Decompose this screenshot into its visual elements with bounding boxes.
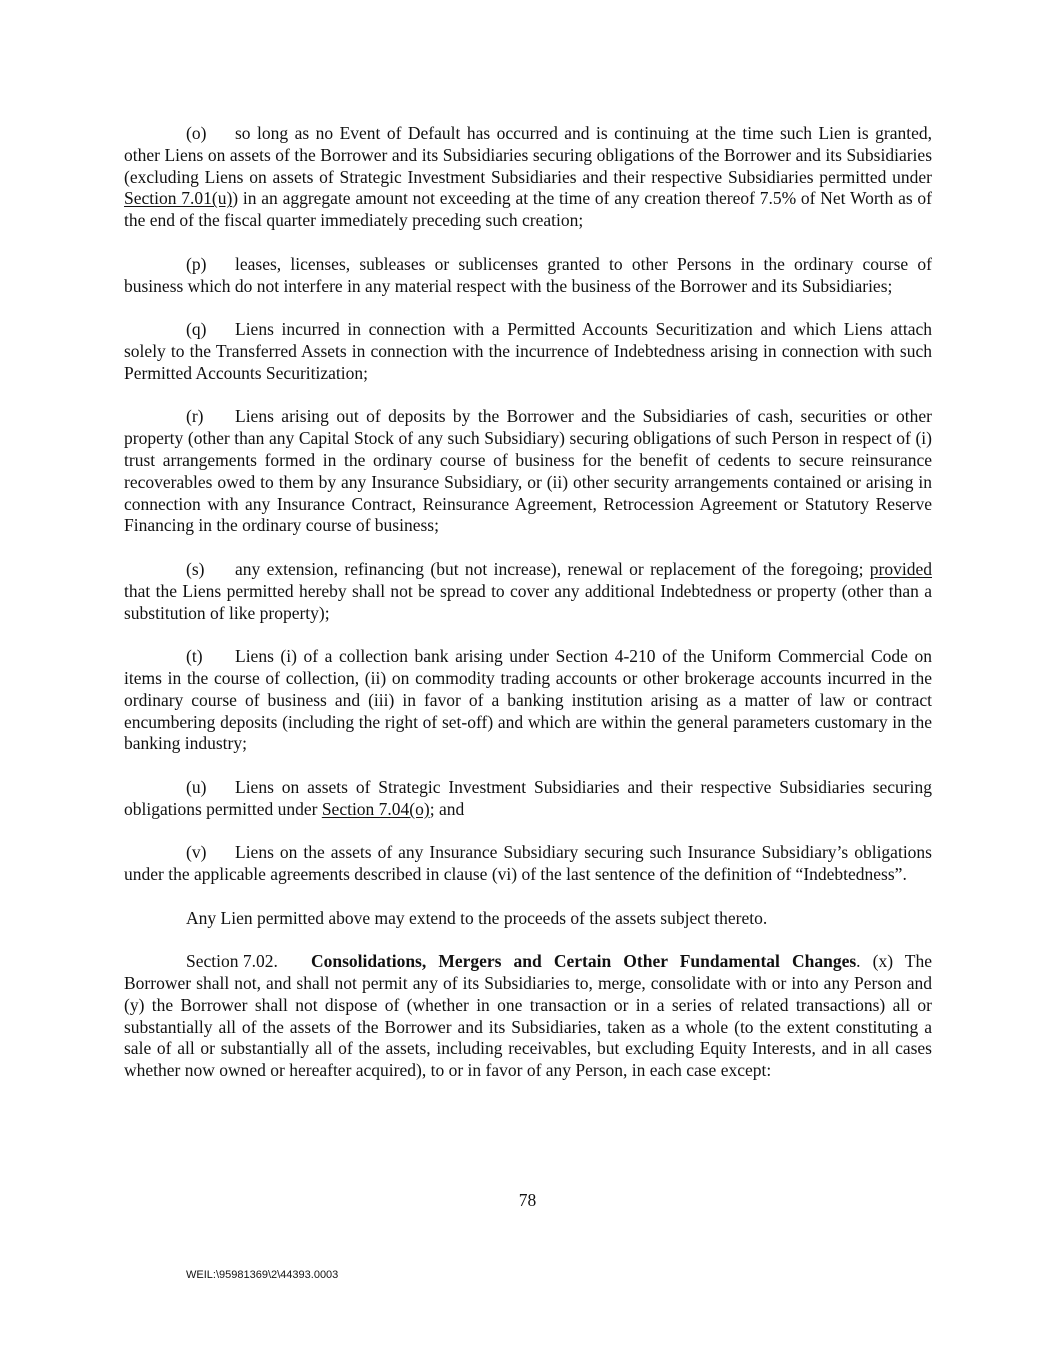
- clause-q: [124, 319, 932, 384]
- clause-text: Liens incurred in connection with a Permitted Accounts Securitization and which Liens attach solely to the Transferred Assets in connection with the incurrence of Indebtedness arising in connection with such Permitted Accounts Securitization;: [124, 319, 932, 383]
- clause-u: [124, 777, 932, 821]
- section-heading: Consolidations, Mergers and Certain Other Fundamental Changes: [311, 951, 857, 972]
- section-number: Section 7.02.: [186, 951, 278, 972]
- clause-text: Liens (i) of a collection bank arising under Section 4-210 of the Uniform Commercial Code on items in the course of collection, (ii) on commodity trading accounts or other brokerage accounts incurred in the ordinary course of business and (iii) in favor of a banking institution arising as a matter of law or contract encumbering deposits (including the right of set-off) and which are within the general parameters customary in the banking industry;: [124, 646, 932, 754]
- section-reference: Section 7.04(o): [321, 798, 430, 819]
- clause-text: leases, licenses, subleases or sublicenses granted to other Persons in the ordinary course of business which do not interfere in any material respect with the business of the Borrower and its Subsidiaries;: [124, 253, 932, 296]
- clause-r: [124, 406, 932, 537]
- clause-label: (o): [186, 123, 207, 143]
- clause-text-after: ; and: [429, 798, 465, 819]
- clause-label: (t): [186, 646, 203, 667]
- provided-term: provided: [869, 558, 932, 579]
- clause-text: Liens on assets of Strategic Investment Subsidiaries and their respective Subsidiaries securing obligations permitted under: [124, 776, 932, 819]
- section-7-02: [124, 951, 932, 1082]
- document-body: [124, 123, 932, 1082]
- section-reference: Section 7.01(u): [124, 188, 233, 209]
- clause-label: (v): [186, 842, 207, 863]
- clause-text: any extension, refinancing (but not increase), renewal or replacement of the foregoing;: [235, 558, 870, 579]
- clause-p: [124, 254, 932, 298]
- clause-text: so long as no Event of Default has occurred and is continuing at the time such Lien is granted, other Liens on assets of the Borrower and its Subsidiaries securing obligations of the Borrower and its Subsidiaries (excluding Liens on assets of Strategic Investment Subsidiaries and their respective Subsidiaries permitted under: [124, 123, 932, 187]
- clause-text: Liens arising out of deposits by the Borrower and the Subsidiaries of cash, securities or other property (other than any Capital Stock of any such Subsidiary) securing obligations of such Person in respect of (i) trust arrangements formed in the ordinary course of business for the benefit of cedents to secure reinsurance recoverables owed to them by any Insurance Subsidiary, or (ii) other security arrangements contained or arising in connection with any Insurance Contract, Reinsurance Agreement, Retrocession Agreement or Statutory Reserve Financing in the ordinary course of business;: [124, 406, 932, 536]
- document-id-footer: WEIL:\95981369\2\44393.0003: [186, 1269, 339, 1281]
- clause-label: (q): [186, 319, 207, 340]
- clause-v: [124, 842, 932, 886]
- clause-text: Liens on the assets of any Insurance Subsidiary securing such Insurance Subsidiary’s obligations under the applicable agreements described in clause (vi) of the last sentence of the definition of “Indebtedness”.: [124, 842, 932, 885]
- clause-s: [124, 559, 932, 624]
- clause-o: [124, 123, 932, 232]
- clause-label: (u): [186, 776, 207, 797]
- clause-text-after: ) in an aggregate amount not exceeding at the time of any creation thereof 7.5% of Net Worth as of the end of the fiscal quarter immediately preceding such creation;: [124, 188, 932, 231]
- clause-label: (r): [186, 406, 204, 427]
- clause-text-after: that the Liens permitted hereby shall not be spread to cover any additional Indebtedness or property (other than a substitution of like property);: [124, 580, 932, 623]
- page-number: 78: [518, 1190, 537, 1210]
- clause-label: (s): [186, 558, 205, 579]
- closing-sentence: Any Lien permitted above may extend to the proceeds of the assets subject thereto.: [186, 907, 768, 928]
- clause-label: (p): [186, 253, 207, 274]
- clause-t: [124, 646, 932, 755]
- section-text: . (x) The Borrower shall not, and shall not permit any of its Subsidiaries to, merge, consolidate with or into any Person and (y) the Borrower shall not dispose of (whether in one transaction or in a series of related transactions) all or substantially all of the assets of the Borrower and its Subsidiaries, taken as a whole (to the extent constituting a sale of all or substantially all of the assets, including receivables, but excluding Equity Interests, and in all cases whether now owned or hereafter acquired), to or in favor of any Person, in each case except:: [124, 951, 933, 1081]
